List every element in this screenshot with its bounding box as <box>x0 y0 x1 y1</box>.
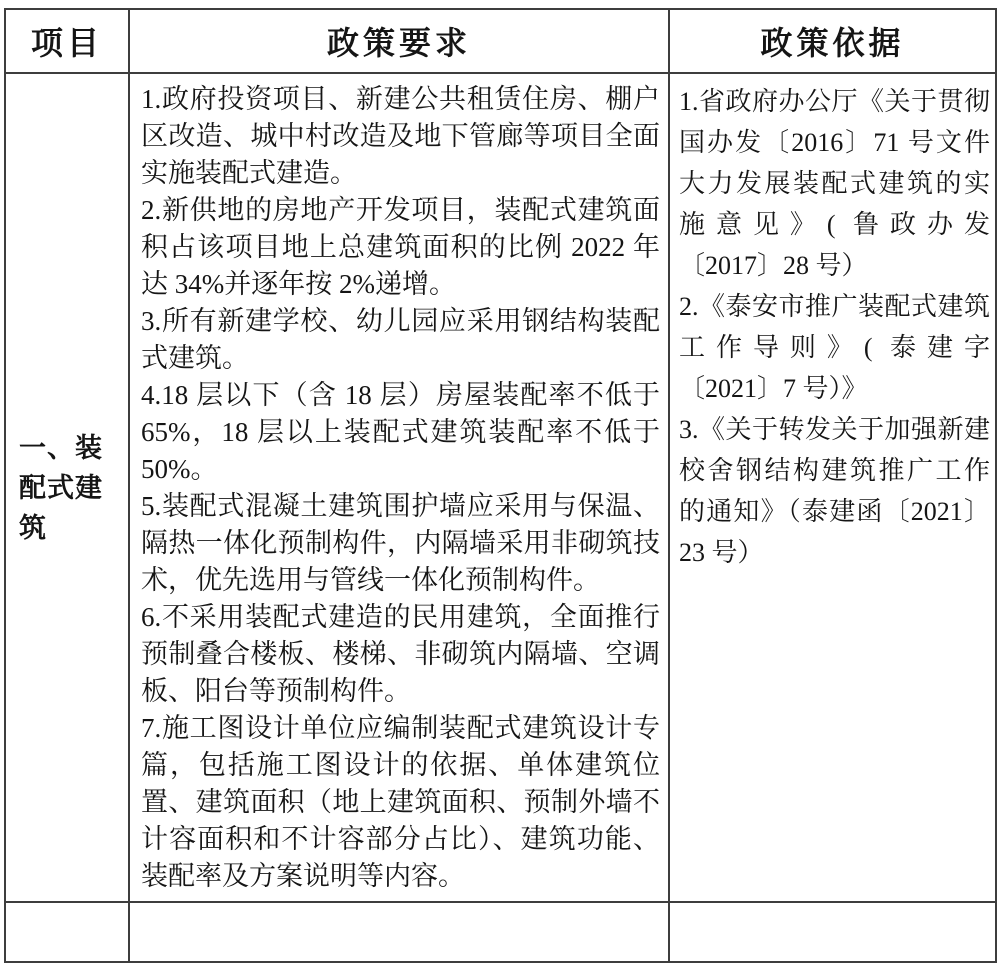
partial-requirements-cell <box>129 902 669 962</box>
basis-item: 2.《泰安市推广装配式建筑工作导则》( 泰建字〔2021〕7 号）》 <box>679 292 990 403</box>
requirement-item: 6.不采用装配式建造的民用建筑，全面推行预制叠合楼板、楼梯、非砌筑内隔墙、空调板、阳台等预制构件。 <box>141 602 660 706</box>
header-cell-project: 项目 <box>5 9 129 73</box>
basis-item: 3.《关于转发关于加强新建校舍钢结构建筑推广工作的通知》（泰建函〔2021〕23 号） <box>679 415 990 567</box>
partial-basis-cell <box>669 902 996 962</box>
header-cell-policy-requirements: 政策要求 <box>129 9 669 73</box>
basis-item: 1.省政府办公厅《关于贯彻国办发〔2016〕71 号文件大力发展装配式建筑的实施意见》( 鲁政办发〔2017〕28 号） <box>679 87 990 280</box>
category-label: 一、装配式建筑 <box>19 432 103 543</box>
category-cell <box>5 73 129 902</box>
requirement-item: 4.18 层以下（含 18 层）房屋装配率不低于 65%，18 层以上装配式建筑装配率不低于 50%。 <box>141 380 660 484</box>
header-cell-policy-basis: 政策依据 <box>669 9 996 73</box>
partial-next-row <box>5 902 996 962</box>
requirements-cell <box>129 73 669 902</box>
requirement-item: 7.施工图设计单位应编制装配式建筑设计专篇，包括施工图设计的依据、单体建筑位置、建筑面积（地上建筑面积、预制外墙不计容面积和不计容部分占比）、建筑功能、装配率及方案说明等内容。 <box>141 713 660 891</box>
requirement-item: 5.装配式混凝土建筑围护墙应采用与保温、隔热一体化预制构件，内隔墙采用非砌筑技术，优先选用与管线一体化预制构件。 <box>141 491 660 595</box>
requirement-item: 1.政府投资项目、新建公共租赁住房、棚户区改造、城中村改造及地下管廊等项目全面实施装配式建造。 <box>141 84 660 188</box>
requirement-item: 2.新供地的房地产开发项目，装配式建筑面积占该项目地上总建筑面积的比例 2022 年达 34%并逐年按 2%递增。 <box>141 195 660 299</box>
basis-cell <box>669 73 996 902</box>
partial-category-cell <box>5 902 129 962</box>
requirement-item: 3.所有新建学校、幼儿园应采用钢结构装配式建筑。 <box>141 306 660 373</box>
table-row <box>5 73 996 902</box>
table-header-row <box>5 9 996 73</box>
policy-table <box>4 8 997 963</box>
